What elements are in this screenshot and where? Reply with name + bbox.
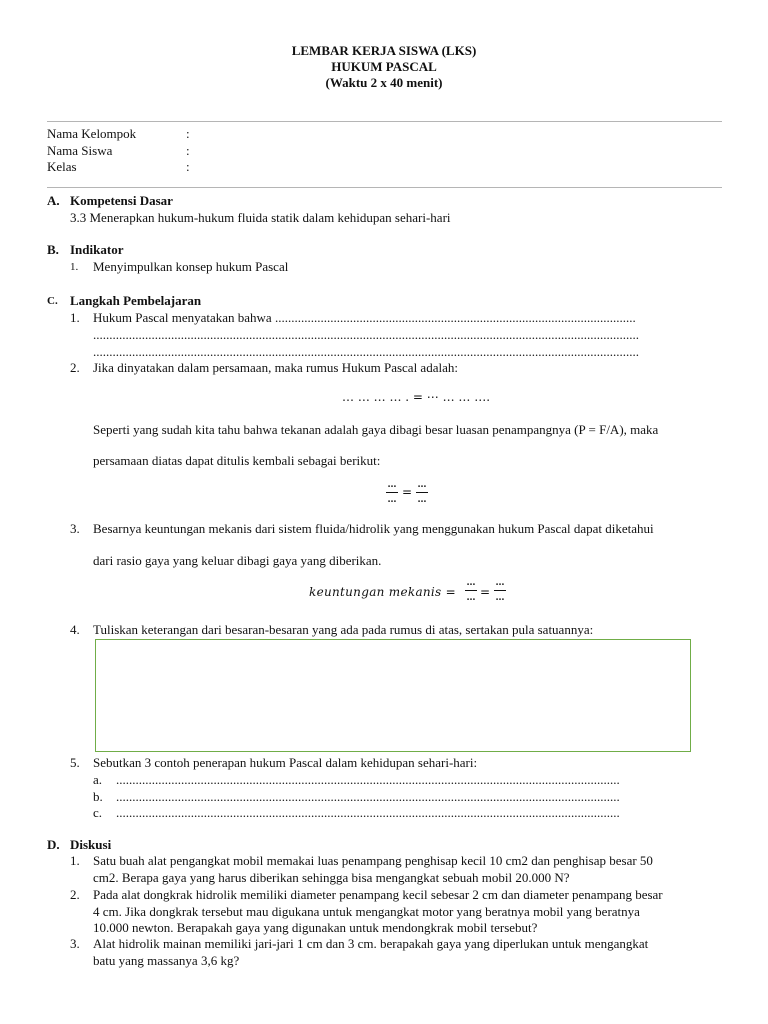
colon-kelas[interactable]: : [186,159,190,174]
section-a-heading: Kompetensi Dasar [70,193,173,208]
equals-sign: = [480,585,491,599]
worksheet-subtitle: HUKUM PASCAL [331,59,437,74]
step2-number: 2. [70,360,80,375]
label-nama-kelompok: Nama Kelompok [47,126,137,141]
step1-blank-line[interactable]: ........................................................................................................................................................................ [93,327,639,342]
fraction-bar [386,492,398,493]
discussion-number: 1. [70,853,80,868]
fraction-right[interactable] [494,579,506,603]
section-c-letter: C. [47,295,58,307]
worksheet-duration: (Waktu 2 x 40 menit) [325,75,443,90]
fraction-bar [465,590,477,591]
colon-nama-siswa[interactable]: : [186,143,190,158]
indikator-text: Menyimpulkan konsep hukum Pascal [93,259,289,274]
step2-text: Jika dinyatakan dalam persamaan, maka rumus Hukum Pascal adalah: [93,360,458,375]
section-c-heading: Langkah Pembelajaran [70,293,202,308]
list-item-letter: c. [93,805,103,820]
numerator: … [387,480,397,490]
label-nama-siswa: Nama Siswa [47,143,113,158]
section-b-letter: B. [47,242,59,257]
list-item-letter: b. [93,789,103,804]
step1-blank-line[interactable]: ........................................................................................................................................................................ [93,344,639,359]
section-d-heading: Diskusi [70,837,112,852]
numerator: … [466,578,476,588]
step2-paragraph: persamaan diatas dapat ditulis kembali sebagai berikut: [93,453,381,468]
step5-text: Sebutkan 3 contoh penerapan hukum Pascal dalam kehidupan sehari-hari: [93,755,478,770]
step3-number: 3. [70,521,80,536]
formula-label: keuntungan mekanis = [309,585,456,599]
pascal-equation-blank[interactable]: … … … … . = ⋯ … … …. [342,390,491,404]
denominator: … [417,495,427,505]
numerator: … [417,480,427,490]
indikator-number: 1. [70,261,79,273]
discussion-question: Pada alat dongkrak hidrolik memiliki diameter penampang kecil sebesar 2 cm dan diameter penampang besar [93,887,663,902]
fraction-bar [416,492,428,493]
fraction-bar [494,590,506,591]
discussion-question: Alat hidrolik mainan memiliki jari-jari 1 cm dan 3 cm. berapakah gaya yang diperlukan untuk mengangkat [93,936,649,951]
step4-number: 4. [70,622,80,637]
denominator: … [387,495,397,505]
fraction-left[interactable] [465,579,477,603]
discussion-question: 4 cm. Jika dongkrak tersebut mau digukana untuk mengangkat motor yang beratnya mobil yang beratnya [93,904,640,919]
numerator: … [495,578,505,588]
kompetensi-dasar-text: 3.3 Menerapkan hukum-hukum fluida statik dalam kehidupan sehari-hari [70,210,451,225]
section-d-letter: D. [47,837,60,852]
step2-paragraph: Seperti yang sudah kita tahu bahwa tekanan adalah gaya dibagi besar luasan penampangnya (P = F/A), maka [93,422,659,437]
fraction-left[interactable] [386,481,398,505]
colon-nama-kelompok[interactable]: : [186,126,190,141]
blank-answer-line[interactable]: ........................................................................................................................................................... [116,789,620,804]
equals-sign: = [402,485,413,499]
step3-text: dari rasio gaya yang keluar dibagi gaya yang diberikan. [93,553,382,568]
discussion-question: 10.000 newton. Berapakah gaya yang digunakan untuk mendongkrak mobil tersebut? [93,920,538,935]
step3-text: Besarnya keuntungan mekanis dari sistem fluida/hidrolik yang menggunakan hukum Pascal dapat diketahui [93,521,654,536]
section-a-letter: A. [47,193,60,208]
section-b-heading: Indikator [70,242,124,257]
discussion-number: 3. [70,936,80,951]
divider-top [47,121,722,122]
step1-text: Hukum Pascal menyatakan bahwa ............................................................................................................... [93,310,636,325]
label-kelas: Kelas [47,159,77,174]
list-item-letter: a. [93,772,103,787]
blank-answer-line[interactable]: ........................................................................................................................................................... [116,805,620,820]
answer-box[interactable] [95,639,691,752]
fraction-right[interactable] [416,481,428,505]
worksheet-title: LEMBAR KERJA SISWA (LKS) [291,43,477,58]
step1-number: 1. [70,310,80,325]
divider-bottom [47,187,722,188]
discussion-question: Satu buah alat pengangkat mobil memakai luas penampang penghisap kecil 10 cm2 dan penghisap besar 50 [93,853,653,868]
discussion-number: 2. [70,887,80,902]
step5-number: 5. [70,755,80,770]
discussion-question: cm2. Berapa gaya yang harus diberikan sehingga bisa mengangkat sebuah mobil 20.000 N? [93,870,570,885]
step4-text: Tuliskan keterangan dari besaran-besaran yang ada pada rumus di atas, sertakan pula satuannya: [93,622,594,637]
blank-answer-line[interactable]: ........................................................................................................................................................... [116,772,620,787]
denominator: … [466,593,476,603]
denominator: … [495,593,505,603]
discussion-question: batu yang massanya 3,6 kg? [93,953,240,968]
